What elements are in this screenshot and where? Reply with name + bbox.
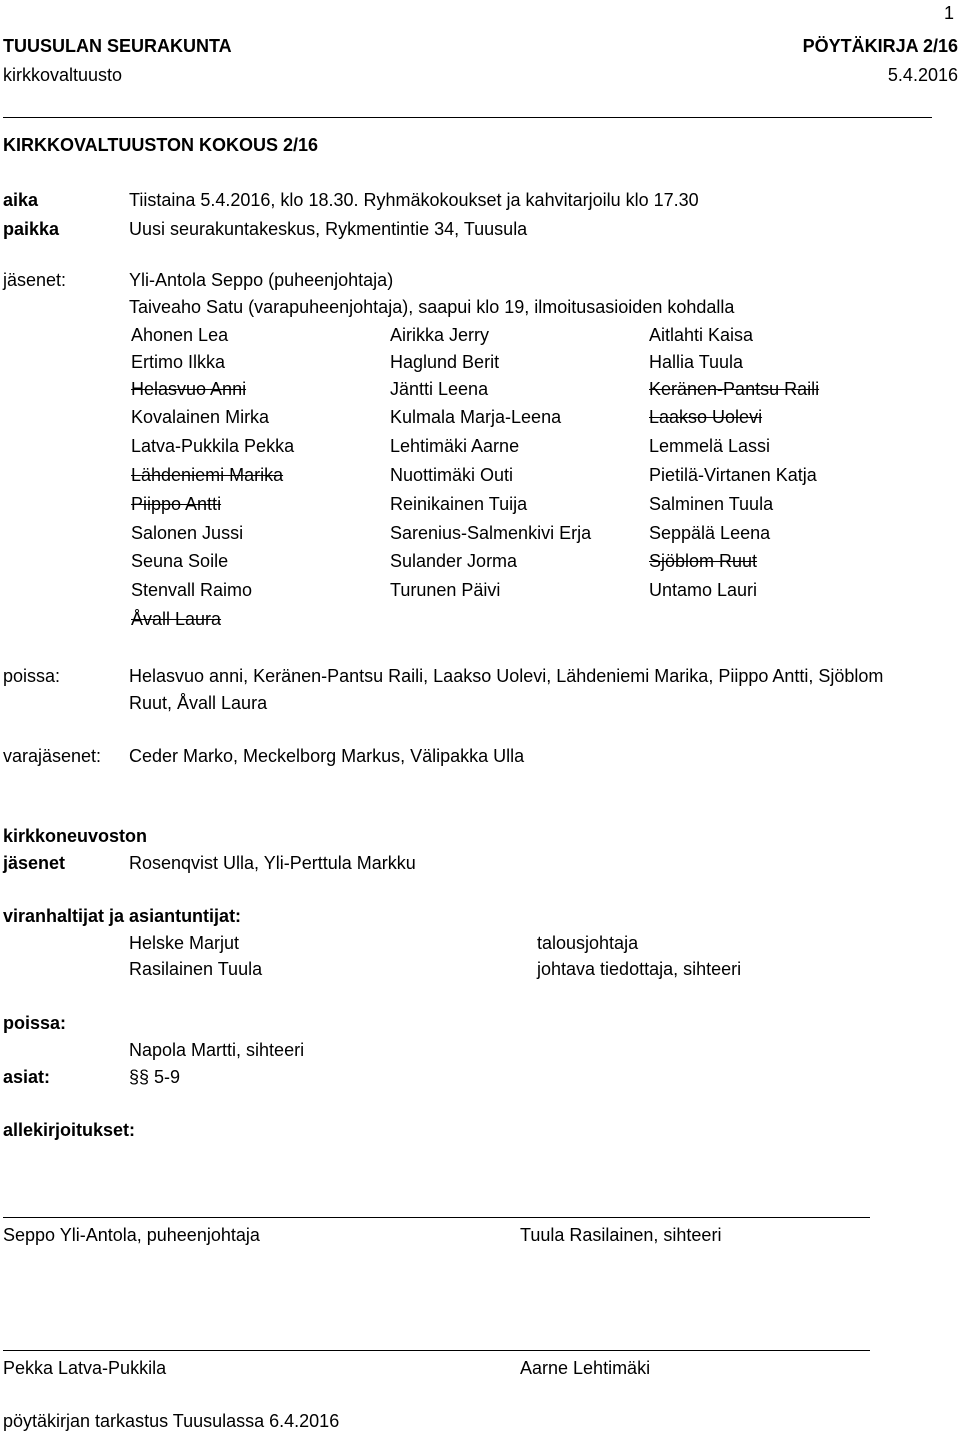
poissa-line2: Ruut, Åvall Laura: [129, 693, 268, 713]
member-name: Helasvuo Anni: [131, 379, 247, 399]
signer-name: Aarne Lehtimäki: [520, 1358, 651, 1378]
page-number: 1: [943, 3, 954, 23]
org-name: TUUSULAN SEURAKUNTA: [3, 36, 232, 56]
member-name: Airikka Jerry: [390, 325, 490, 345]
tarkastus-note: pöytäkirjan tarkastus Tuusulassa 6.4.2016: [3, 1411, 340, 1431]
body-name: kirkkovaltuusto: [3, 65, 123, 85]
varajasenet-label: varajäsenet:: [3, 746, 102, 766]
member-name: Kovalainen Mirka: [131, 407, 270, 427]
member-name: Seuna Soile: [131, 551, 229, 571]
kirkkoneuvosto-label: kirkkoneuvoston: [3, 826, 148, 846]
member-name: Haglund Berit: [390, 352, 500, 372]
member-name: Ahonen Lea: [131, 325, 229, 345]
paikka-label: paikka: [3, 219, 60, 239]
varajasenet-value: Ceder Marko, Meckelborg Markus, Välipakka Ulla: [129, 746, 525, 766]
member-name: Åvall Laura: [131, 609, 222, 629]
member-name: Hallia Tuula: [649, 352, 744, 372]
member-name: Piippo Antti: [131, 494, 222, 514]
member-name: Seppälä Leena: [649, 523, 771, 543]
paikka-value: Uusi seurakuntakeskus, Rykmentintie 34, Tuusula: [129, 219, 528, 239]
member-name: Sjöblom Ruut: [649, 551, 758, 571]
official-name: Helske Marjut: [129, 933, 240, 953]
jasenet-label: jäsenet:: [3, 270, 67, 290]
poissa-line1: Helasvuo anni, Keränen-Pantsu Raili, Laakso Uolevi, Lähdeniemi Marika, Piippo Antti, Sjöblom: [129, 666, 884, 686]
member-name: Jäntti Leena: [390, 379, 489, 399]
signer-name: Tuula Rasilainen, sihteeri: [520, 1225, 722, 1245]
member-name: Laakso Uolevi: [649, 407, 763, 427]
member-name: Reinikainen Tuija: [390, 494, 528, 514]
member-name: Kulmala Marja-Leena: [390, 407, 562, 427]
meeting-title: KIRKKOVALTUUSTON KOKOUS 2/16: [3, 135, 319, 155]
member-name: Lemmelä Lassi: [649, 436, 771, 456]
vice-chair: Taiveaho Satu (varapuheenjohtaja), saapui klo 19, ilmoitusasioiden kohdalla: [129, 297, 735, 317]
poissa-label: poissa:: [3, 666, 61, 686]
kirkkoneuvosto-value: Rosenqvist Ulla, Yli-Perttula Markku: [129, 853, 416, 873]
poissa2-value: Napola Martti, sihteeri: [129, 1040, 305, 1060]
allekirjoitukset-label: allekirjoitukset:: [3, 1120, 136, 1140]
member-name: Keränen-Pantsu Raili: [649, 379, 820, 399]
member-name: Lehtimäki Aarne: [390, 436, 520, 456]
member-name: Salonen Jussi: [131, 523, 244, 543]
member-name: Salminen Tuula: [649, 494, 774, 514]
member-name: Stenvall Raimo: [131, 580, 253, 600]
member-name: Sarenius-Salmenkivi Erja: [390, 523, 592, 543]
header-rule: [3, 117, 932, 118]
member-name: Pietilä-Virtanen Katja: [649, 465, 817, 485]
chair: Yli-Antola Seppo (puheenjohtaja): [129, 270, 394, 290]
aika-value: Tiistaina 5.4.2016, klo 18.30. Ryhmäkokoukset ja kahvitarjoilu klo 17.30: [129, 190, 699, 210]
official-name: Rasilainen Tuula: [129, 959, 263, 979]
member-name: Nuottimäki Outi: [390, 465, 514, 485]
member-name: Lähdeniemi Marika: [131, 465, 284, 485]
signature-line: [3, 1217, 870, 1218]
member-name: Aitlahti Kaisa: [649, 325, 754, 345]
asiat-label: asiat:: [3, 1067, 51, 1087]
member-name: Sulander Jorma: [390, 551, 518, 571]
signature-line: [3, 1350, 870, 1351]
member-name: Untamo Lauri: [649, 580, 758, 600]
kirkkoneuvosto-jasenet-label: jäsenet: [3, 853, 66, 873]
header-date: 5.4.2016: [887, 65, 958, 85]
member-name: Turunen Päivi: [390, 580, 501, 600]
viranhaltijat-label: viranhaltijat ja asiantuntijat:: [3, 906, 242, 926]
signer-name: Seppo Yli-Antola, puheenjohtaja: [3, 1225, 260, 1245]
signer-name: Pekka Latva-Pukkila: [3, 1358, 167, 1378]
document-id: PÖYTÄKIRJA 2/16: [802, 36, 958, 56]
poissa2-label: poissa:: [3, 1013, 67, 1033]
aika-label: aika: [3, 190, 39, 210]
asiat-value: §§ 5-9: [129, 1067, 181, 1087]
official-role: talousjohtaja: [537, 933, 639, 953]
member-name: Latva-Pukkila Pekka: [131, 436, 295, 456]
member-name: Ertimo Ilkka: [131, 352, 226, 372]
official-role: johtava tiedottaja, sihteeri: [537, 959, 742, 979]
